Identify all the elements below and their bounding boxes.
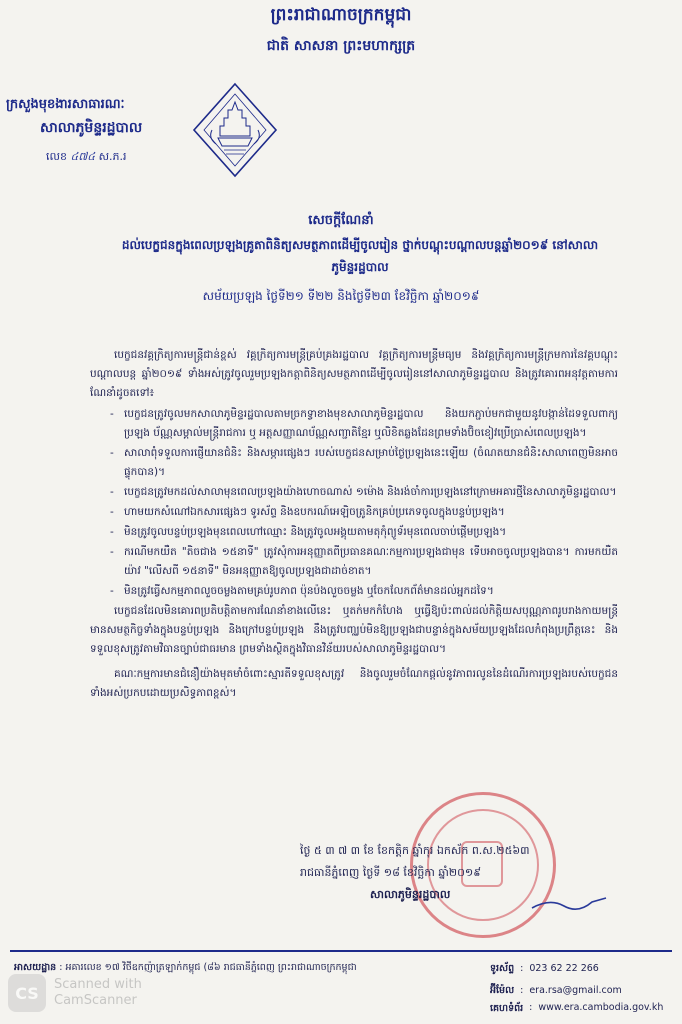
kingdom-title: ព្រះរាជាណាចក្រកម្ពុជា bbox=[270, 5, 412, 25]
website-label: គេហទំព័រ bbox=[490, 1003, 524, 1014]
notice-title: សេចក្ដីណែនាំ bbox=[308, 213, 374, 228]
footer-contacts bbox=[490, 958, 622, 1002]
phone-number: 023 62 22 266 bbox=[529, 963, 599, 974]
signature-block bbox=[300, 840, 640, 906]
school-logo-icon bbox=[190, 80, 280, 180]
instruction-list bbox=[90, 405, 618, 601]
signer-name: សាលាភូមិន្ទរដ្ឋបាល bbox=[370, 888, 451, 901]
watermark-text bbox=[54, 977, 142, 1009]
website-row: គេហទំព័រ : www.era.cambodia.gov.kh bbox=[490, 1002, 664, 1014]
footer-address: អាសយដ្ឋាន : អគារលេខ ១៧ វិថីឧកញ៉ាត្រឡាក់កម្ពុជ (៨៦ រាជធានីភ្នំពេញ ព្រះរាជាណាចក្រកម្ពុជា bbox=[14, 958, 365, 978]
school-name: សាលាភូមិន្ទរដ្ឋបាល bbox=[40, 120, 143, 136]
address-text: អគារលេខ ១៧ វិថីឧកញ៉ាត្រឡាក់កម្ពុជ (៨៦ រាជធានីភ្នំពេញ ព្រះរាជាណាចក្រកម្ពុជា bbox=[65, 962, 357, 973]
notice-subject: ដល់បេក្ខជនក្នុងពេលប្រឡងគ្រូតាពិនិត្យសមត្ថភាពដើម្បីចូលរៀន ថ្នាក់បណ្ដុះបណ្ដាលបន្តឆ្នាំ២០១៩ នៅសាលាភូមិន្ទរដ្ឋបាល bbox=[121, 238, 599, 274]
email-address: era.rsa@gmail.com bbox=[529, 985, 622, 996]
address-label: អាសយដ្ឋាន bbox=[14, 962, 57, 973]
instruction-item: - ករណីមកយឺត "តិចជាង ១៥នាទី" ត្រូវសុំការអនុញ្ញាតពីប្រធានគណៈកម្មការប្រឡងជាមុន ទើបអាចចូលប្រឡងបាន។ ការមកយឺតយ៉ាវ "លើសពី ១៥នាទី" មិនអនុញ្ញាតឱ្យចូលប្រឡងជាដាច់ខាត។ bbox=[110, 543, 618, 581]
instruction-item: - មិនត្រូវធ្វើសកម្មភាពលួចចម្លងតាមគ្រប់រូបភាព ប៉ុនប៉ងលួចចម្លង ឬចែកលែកព័ត៌មានដល់អ្នកដទៃ។ bbox=[110, 582, 618, 601]
phone-label: ទូរស័ព្ទ bbox=[490, 963, 515, 974]
closing-paragraph: គណៈកម្មការមានជំនឿយ៉ាងមុតមាំចំពោះស្មារតីទទួលខុសត្រូវ និងចូលរួមចំណែកផ្ដល់នូវភាពរលូននៃដំណើរការប្រឡងរបស់បេក្ខជនទាំងអស់ប្រកបដោយប្រសិទ្ធភាពខ្ពស់។ bbox=[90, 668, 618, 699]
watermark-line2: CamScanner bbox=[54, 993, 137, 1008]
phone-row: ទូរស័ព្ទ : 023 62 22 266 bbox=[490, 958, 622, 980]
website-url: www.era.cambodia.gov.kh bbox=[538, 1002, 664, 1013]
watermark-line1: Scanned with bbox=[54, 977, 142, 992]
email-row: អ៊ីម៉ែល : era.rsa@gmail.com bbox=[490, 980, 622, 1002]
ref-number: ៤៧៤ bbox=[70, 150, 96, 163]
solar-date: រាជធានីភ្នំពេញ ថ្ងៃទី ១៨ ខែវិច្ឆិកា ឆ្នាំ២០១៩ bbox=[300, 866, 482, 879]
camscanner-logo-icon: CS bbox=[8, 974, 46, 1012]
instruction-item: - បេក្ខជនត្រូវមកដល់សាលាមុនពេលប្រឡងយ៉ាងហោចណាស់ ១ម៉ោង និងរង់ចាំការប្រឡងនៅក្រោមអគារថ្មីនៃសាលាភូមិន្ទរដ្ឋបាល។ bbox=[110, 483, 618, 502]
email-label: អ៊ីម៉ែល bbox=[490, 985, 515, 996]
warning-paragraph: បេក្ខជនដែលមិនគោរពប្រតិបត្តិតាមការណែនាំខាងលើនេះ ឬតក់មកកំហែង ឬធ្វើឱ្យប៉ះពាល់ដល់កិត្តិយសបុណ្ណភាពរូបរាងកាយមន្ត្រីមានសមត្ថកិច្ចទាំងក្នុងបន្ទប់ប្រឡង និងក្រៅបន្ទប់ប្រឡង នឹងត្រូវបញ្ឈប់មិនឱ្យប្រឡងជាបន្ទាន់ក្នុងសម័យប្រឡងដែលកំពុងប្រព្រឹត្តនេះ និងទទួលខុសត្រូវតាមវិធានច្បាប់ជាធរមាន ព្រមទាំងស្ថិតក្នុងវិធានវិន័យរបស់សាលាភូមិន្ទរដ្ឋបាល។ bbox=[90, 605, 618, 655]
handwritten-signature bbox=[530, 894, 610, 914]
notice-body bbox=[90, 346, 618, 705]
ref-prefix: លេខ bbox=[46, 150, 67, 163]
reference-number bbox=[46, 150, 127, 166]
kingdom-motto: ជាតិ សាសនា ព្រះមហាក្សត្រ bbox=[266, 38, 416, 54]
ref-suffix: ស.ភ.រ bbox=[98, 150, 127, 163]
footer-divider bbox=[10, 950, 672, 952]
instruction-item: - ហាមយកសំណៅឯកសារផ្សេងៗ ទូរស័ព្ទ និងឧបករណ៍អេឡិចត្រូនិកគ្រប់ប្រភេទចូលក្នុងបន្ទប់ប្រឡង។ bbox=[110, 503, 618, 522]
instruction-item: - បេក្ខជនត្រូវចូលមកសាលាភូមិន្ទរដ្ឋបាលតាមច្រកទ្វាខាងមុខសាលាភូមិន្ទរដ្ឋបាល និងយកភ្ជាប់មកជាមួយនូវបង្កាន់ដៃទទួលពាក្យប្រឡង ប័ណ្ណសម្គាល់មន្ត្រីរាជការ ឬ អត្តសញ្ញាណប័ណ្ណសញ្ជាតិខ្មែរ ឬលិខិតឆ្លងដែនព្រមទាំងប៊ិចខៀវប្រើប្រាស់ពេលប្រឡង។ bbox=[110, 405, 618, 443]
ministry-name: ក្រសួងមុខងារសាធារណៈ bbox=[6, 97, 125, 112]
lunar-date: ថ្ងៃ ៥ ៣ ៧ ៣ ខែ ខែកត្ដិក ឆ្នាំកុរ ឯកស័ក ព.ស.២៥៦៣ bbox=[300, 844, 530, 857]
instruction-item: - សាលាពុំទទួលការផ្ញើយានជំនិះ និងសម្ភារផ្សេងៗ របស់បេក្ខជនសម្រាប់ថ្ងៃប្រឡងនេះឡើយ (ចំណតយានជំនិះសាលាពេញមិនអាចផ្ទុកបាន)។ bbox=[110, 444, 618, 482]
intro-paragraph: បេក្ខជនវគ្គក្រិត្យការមន្ត្រីជាន់ខ្ពស់ វគ្គក្រិត្យការមន្ត្រីគ្រប់គ្រងរដ្ឋបាល វគ្គក្រិត្យការមន្ត្រីមធ្យម និងវគ្គក្រិត្យការមន្ត្រីក្រមការនៃវគ្គបណ្ដុះបណ្ដាលបន្ត ឆ្នាំ២០១៩ ទាំងអស់ត្រូវចូលរួមប្រឡងកត្តាពិនិត្យសមត្ថភាពដើម្បីចូលរៀននៅសាលាភូមិន្ទរដ្ឋបាល និងត្រូវគោរពអនុវត្តតាមការណែនាំដូចតទៅ៖ bbox=[90, 349, 618, 399]
camscanner-watermark bbox=[8, 974, 142, 1012]
exam-session-date: សម័យប្រឡង ថ្ងៃទី២១ ទី២២ និងថ្ងៃទី២៣ ខែវិច្ឆិកា ឆ្នាំ២០១៩ bbox=[202, 289, 480, 303]
instruction-item: - មិនត្រូវចូលបន្ទប់ប្រឡងមុនពេលហៅឈ្មោះ និងត្រូវចូលអង្គុយតាមតុកុំព្យូទ័រមុនពេលចាប់ផ្ដើមប្រឡង។ bbox=[110, 523, 618, 542]
